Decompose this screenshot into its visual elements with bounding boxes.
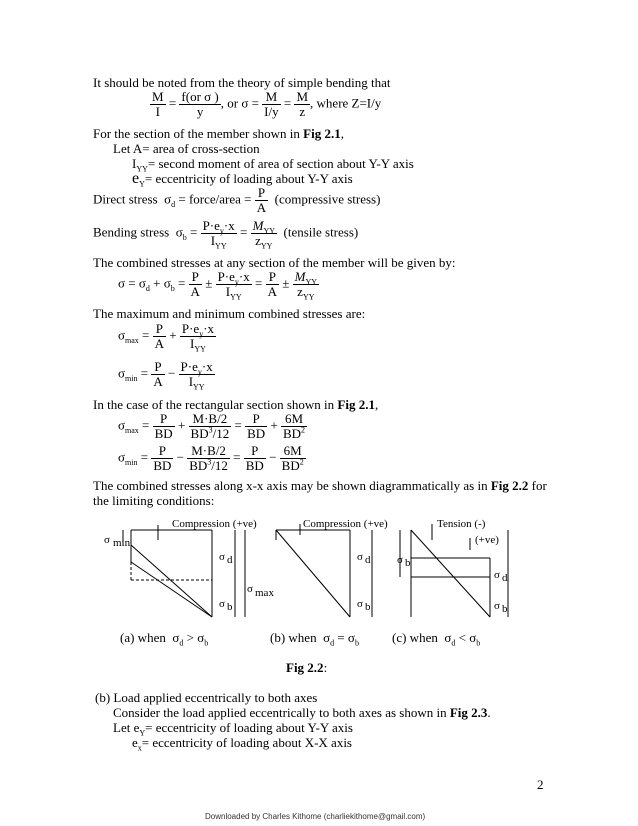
iyy-line: $I_{YY}=$ second moment of area of section about Y-Y axis xyxy=(132,156,414,174)
section-line: For the section of the member shown in Fig 2.1, xyxy=(93,126,344,141)
bending-formula: $\frac{M}{I}$ = $\frac{\text{f(or σ )}}{y}$ , or σ = $\frac{M}{I/y}$ = $\frac{M}{z}$ , where Z=I/y xyxy=(152,89,382,119)
svg-text:b: b xyxy=(365,601,371,613)
sigma-min-label: σ xyxy=(104,534,110,546)
sigma-d-label-b: σ xyxy=(357,551,363,563)
page-number: 2 xyxy=(537,777,544,792)
rect-max-formula: $\sigma_{max}$ = $\frac{P}{BD}$ + $\frac{M\cdot B/2}{BD^3/12}$ = $\frac{P}{BD}$ + $\frac{6M}{BD^2}$ xyxy=(118,411,306,441)
caption-b: (b) when $\sigma_d = \sigma_b$ xyxy=(270,630,359,648)
compression-label-b: Compression (+ve) xyxy=(303,518,388,530)
ey-line: $e_Y=$ eccentricity of loading about Y-Y axis xyxy=(132,170,353,189)
svg-text:min: min xyxy=(113,537,131,549)
svg-text:b: b xyxy=(227,601,233,613)
direct-stress: Direct stress $\sigma_d$ = force/area = $\frac{P}{A}$ (compressive stress) xyxy=(93,185,381,215)
svg-text:max: max xyxy=(255,587,274,599)
download-footer: Downloaded by Charles Kithome (charliekithome@gmail.com) xyxy=(205,812,426,821)
sigma-b-label-a: σ xyxy=(219,598,225,610)
sigma-min-formula: $\sigma_{min}$ = $\frac{P}{A}$ − $\frac{P\cdot e_y\cdot x}{I_{YY}}$ xyxy=(118,359,213,392)
svg-text:d: d xyxy=(365,554,371,566)
combined-formula: $\sigma = \sigma_d + \sigma_b$ = $\frac{P}{A}$ ± $\frac{P\cdot e_y\cdot x}{I_{YY}}$ = $\frac{P}{A}$ ± $\frac{M_{YY}}{z_{YY}}$ xyxy=(118,269,318,302)
part-b-heading: (b) Load applied eccentrically to both axes xyxy=(95,690,318,705)
rect-intro: In the case of the rectangular section shown in Fig 2.1, xyxy=(93,397,379,412)
positive-label-c: (+ve) xyxy=(475,534,499,546)
rect-min-formula: $\sigma_{min}$ = $\frac{P}{BD}$ − $\frac{M\cdot B/2}{BD^3/12}$ = $\frac{P}{BD}$ − $\frac{6M}{BD^2}$ xyxy=(118,443,304,473)
intro-line: It should be noted from the theory of simple bending that xyxy=(93,75,391,90)
svg-text:d: d xyxy=(227,554,233,566)
fig-caption: Fig 2.2: xyxy=(286,660,328,675)
combined-intro: The combined stresses at any section of the member will be given by: xyxy=(93,255,456,270)
diagram-intro-2: the limiting conditions: xyxy=(93,493,215,508)
diagram-intro: The combined stresses along x-x axis may be shown diagrammatically as in Fig 2.2 for xyxy=(93,478,547,493)
maxmin-intro: The maximum and minimum combined stresses are: xyxy=(93,306,366,321)
sigma-d-label-c: σ xyxy=(494,569,500,581)
tension-label-c: Tension (-) xyxy=(437,518,486,530)
let-ey-line: Let $e_Y=$ eccentricity of loading about Y-Y axis xyxy=(113,720,353,738)
sigma-b-top-label-c: σ xyxy=(397,554,403,566)
compression-label-a: Compression (+ve) xyxy=(172,518,257,530)
svg-text:b: b xyxy=(502,603,508,615)
sigma-max-formula: $\sigma_{max}$ = $\frac{P}{A}$ + $\frac{P\cdot e_y\cdot x}{I_{YY}}$ xyxy=(118,321,215,354)
sigma-b-label-c: σ xyxy=(494,600,500,612)
consider-line: Consider the load applied eccentrically to both axes as shown in Fig 2.3. xyxy=(113,705,491,720)
sigma-max-label: σ xyxy=(247,583,253,595)
ex-line: $e_x=$ eccentricity of loading about X-X axis xyxy=(132,735,352,753)
sigma-d-label-a: σ xyxy=(219,551,225,563)
svg-text:b: b xyxy=(405,557,411,569)
let-a-line: Let A= area of cross-section xyxy=(113,141,260,156)
sigma-b-label-b: σ xyxy=(357,598,363,610)
caption-c: (c) when $\sigma_d < \sigma_b$ xyxy=(392,630,481,648)
svg-text:d: d xyxy=(502,572,508,584)
caption-a: (a) when $\sigma_d > \sigma_b$ xyxy=(120,630,209,648)
bending-stress: Bending stress $\sigma_b$ = $\frac{P\cdot e_y\cdot x}{I_{YY}}$ = $\frac{M_{YY}}{z_{YY}}$ (tensile stress) xyxy=(93,218,359,251)
